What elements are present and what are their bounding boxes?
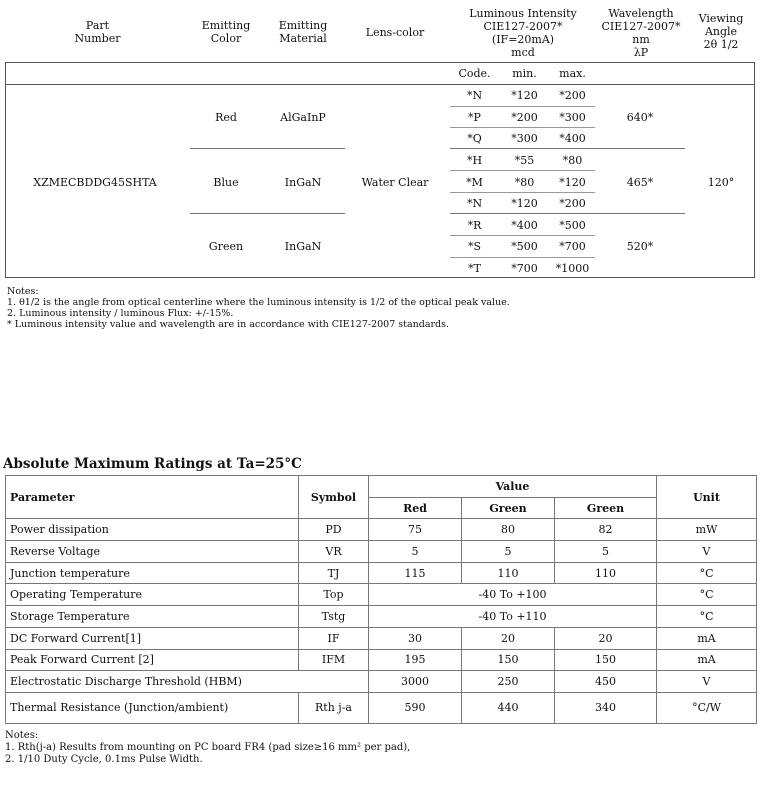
- header-text: CIE127-2007*: [601, 20, 681, 33]
- divider: [450, 106, 595, 107]
- unit-cell: °C: [657, 562, 757, 584]
- symbol-cell: Tstg: [299, 606, 369, 628]
- min-cell: *55: [514, 154, 535, 167]
- unit-cell: °C/W: [657, 692, 757, 723]
- table-row: [6, 671, 757, 693]
- max-cell: *200: [559, 89, 586, 102]
- value-cell: 82: [555, 519, 657, 541]
- value-cell: 250: [462, 671, 555, 693]
- note-line: 1. Rth(j-a) Results from mounting on PC board FR4 (pad size≥16 mm² per pad),: [5, 742, 411, 753]
- value-cell: 20: [462, 627, 555, 649]
- symbol-cell: Top: [299, 584, 369, 606]
- header-text: Number: [74, 32, 121, 45]
- divider: [5, 84, 755, 85]
- note-line: 2. 1/10 Duty Cycle, 0.1ms Pulse Width.: [5, 754, 203, 765]
- divider: [450, 192, 595, 193]
- value-cell: 3000: [369, 671, 462, 693]
- divider: [190, 148, 345, 149]
- table-row: [6, 692, 757, 723]
- divider: [450, 148, 685, 149]
- table-row: [6, 649, 757, 671]
- table-row: [6, 562, 757, 584]
- table-row: [6, 606, 757, 628]
- header-viewing-angle: [690, 12, 752, 51]
- header-emitting-color: [196, 19, 256, 45]
- header-luminous-intensity: [455, 7, 591, 59]
- value-cell: 20: [555, 627, 657, 649]
- param-cell: Reverse Voltage: [6, 541, 299, 563]
- header-text: Angle: [704, 25, 738, 38]
- param-cell: Thermal Resistance (Junction/ambient): [6, 692, 299, 723]
- symbol-cell: IFM: [299, 649, 369, 671]
- min-cell: *120: [511, 197, 538, 210]
- value-cell: 195: [369, 649, 462, 671]
- section-title: Absolute Maximum Ratings at Ta=25°C: [3, 456, 302, 472]
- min-cell: *700: [511, 262, 538, 275]
- value-cell: 80: [462, 519, 555, 541]
- symbol-cell: PD: [299, 519, 369, 541]
- group-color: Red: [215, 111, 237, 124]
- min-cell: *120: [511, 89, 538, 102]
- divider: [450, 170, 595, 171]
- header-text: Emitting: [278, 19, 328, 32]
- max-cell: *200: [559, 197, 586, 210]
- subheader-min: min.: [512, 67, 537, 80]
- subheader-code: Code.: [458, 67, 491, 80]
- min-cell: *500: [511, 240, 538, 253]
- value-cell: 5: [462, 541, 555, 563]
- header-green: Green: [462, 497, 555, 519]
- unit-cell: mA: [657, 649, 757, 671]
- value-cell: 590: [369, 692, 462, 723]
- header-text: Emitting: [201, 19, 251, 32]
- divider: [450, 235, 595, 236]
- code-cell: *H: [466, 154, 483, 167]
- header-text: Part: [85, 19, 110, 32]
- value-cell-span: -40 To +110: [369, 606, 657, 628]
- header-text: Wavelength: [608, 7, 674, 20]
- header-text: CIE127-2007*: [483, 20, 563, 33]
- subheader-max: max.: [559, 67, 586, 80]
- value-cell: 115: [369, 562, 462, 584]
- value-cell: 150: [555, 649, 657, 671]
- notes-title: Notes:: [7, 286, 39, 297]
- max-cell: *300: [559, 111, 586, 124]
- param-cell: Power dissipation: [6, 519, 299, 541]
- header-value: Value: [369, 476, 657, 498]
- header-lens-color: Lens-color: [365, 26, 425, 39]
- group-color: Blue: [213, 176, 239, 189]
- value-cell: 150: [462, 649, 555, 671]
- value-cell: 5: [369, 541, 462, 563]
- unit-cell: V: [657, 541, 757, 563]
- unit-cell: mA: [657, 627, 757, 649]
- group-material: AlGaInP: [280, 111, 326, 124]
- header-part-number: [60, 19, 135, 45]
- viewing-angle: 120°: [707, 176, 735, 189]
- unit-cell: °C: [657, 584, 757, 606]
- value-cell: 340: [555, 692, 657, 723]
- note-line: * Luminous intensity value and wavelength are in accordance with CIE127-2007 standards.: [7, 319, 450, 330]
- code-cell: *Q: [467, 132, 482, 145]
- max-cell: *500: [559, 219, 586, 232]
- header-wavelength: [598, 7, 684, 59]
- notes-title: Notes:: [5, 730, 39, 741]
- code-cell: *N: [466, 89, 483, 102]
- divider: [450, 257, 595, 258]
- unit-cell: mW: [657, 519, 757, 541]
- max-cell: *700: [559, 240, 586, 253]
- param-cell: Peak Forward Current [2]: [6, 649, 299, 671]
- value-cell-span: -40 To +100: [369, 584, 657, 606]
- code-cell: *P: [468, 111, 481, 124]
- group-color: Green: [208, 240, 244, 253]
- min-cell: *200: [511, 111, 538, 124]
- symbol-cell: Rth j-a: [299, 692, 369, 723]
- max-cell: *80: [562, 154, 583, 167]
- symbol-cell: VR: [299, 541, 369, 563]
- lens-color: Water Clear: [361, 176, 429, 189]
- header-text: Luminous Intensity: [469, 7, 577, 20]
- value-cell: 30: [369, 627, 462, 649]
- table-row: [6, 519, 757, 541]
- header-text: Material: [279, 32, 327, 45]
- param-cell: Storage Temperature: [6, 606, 299, 628]
- group-wavelength: 640*: [626, 111, 654, 124]
- symbol-cell: IF: [299, 627, 369, 649]
- group-wavelength: 465*: [626, 176, 654, 189]
- value-cell: 450: [555, 671, 657, 693]
- code-cell: *R: [467, 219, 482, 232]
- unit-cell: °C: [657, 606, 757, 628]
- header-text: λP: [633, 46, 649, 59]
- divider: [450, 127, 595, 128]
- unit-cell: V: [657, 671, 757, 693]
- ratings-table: [5, 475, 757, 724]
- table-row: [6, 627, 757, 649]
- max-cell: *1000: [555, 262, 590, 275]
- header-green: Green: [555, 497, 657, 519]
- header-text: (IF=20mA): [491, 33, 555, 46]
- max-cell: *400: [559, 132, 586, 145]
- value-cell: 110: [555, 562, 657, 584]
- header-red: Red: [369, 497, 462, 519]
- header-unit: Unit: [657, 476, 757, 519]
- value-cell: 440: [462, 692, 555, 723]
- param-cell: DC Forward Current[1]: [6, 627, 299, 649]
- header-text: Viewing: [698, 12, 744, 25]
- table-row: [6, 584, 757, 606]
- header-symbol: Symbol: [299, 476, 369, 519]
- header-emitting-material: [272, 19, 334, 45]
- group-material: InGaN: [284, 240, 322, 253]
- divider: [190, 213, 345, 214]
- header-text: 2θ 1/2: [703, 38, 739, 51]
- part-number: XZMECBDDG45SHTA: [33, 176, 157, 189]
- value-cell: 110: [462, 562, 555, 584]
- code-cell: *M: [466, 176, 483, 189]
- header-text: Color: [210, 32, 242, 45]
- divider: [450, 213, 685, 214]
- param-cell: Operating Temperature: [6, 584, 299, 606]
- value-cell: 75: [369, 519, 462, 541]
- note-line: 2. Luminous intensity / luminous Flux: +/-15%.: [7, 308, 234, 319]
- group-wavelength: 520*: [626, 240, 654, 253]
- max-cell: *120: [559, 176, 586, 189]
- min-cell: *400: [511, 219, 538, 232]
- note-line: 1. θ1/2 is the angle from optical centerline where the luminous intensity is 1/2 of the optical peak value.: [7, 297, 510, 308]
- symbol-cell: TJ: [299, 562, 369, 584]
- param-cell: Junction temperature: [6, 562, 299, 584]
- header-text: mcd: [511, 46, 535, 59]
- code-cell: *N: [466, 197, 483, 210]
- min-cell: *80: [514, 176, 535, 189]
- param-cell: Electrostatic Discharge Threshold (HBM): [6, 671, 369, 693]
- value-cell: 5: [555, 541, 657, 563]
- header-text: nm: [632, 33, 650, 46]
- min-cell: *300: [511, 132, 538, 145]
- header-parameter: Parameter: [6, 476, 299, 519]
- code-cell: *S: [467, 240, 482, 253]
- notes-block: [5, 730, 745, 766]
- notes-block: [7, 286, 747, 330]
- table-row: [6, 541, 757, 563]
- group-material: InGaN: [284, 176, 322, 189]
- code-cell: *T: [468, 262, 481, 275]
